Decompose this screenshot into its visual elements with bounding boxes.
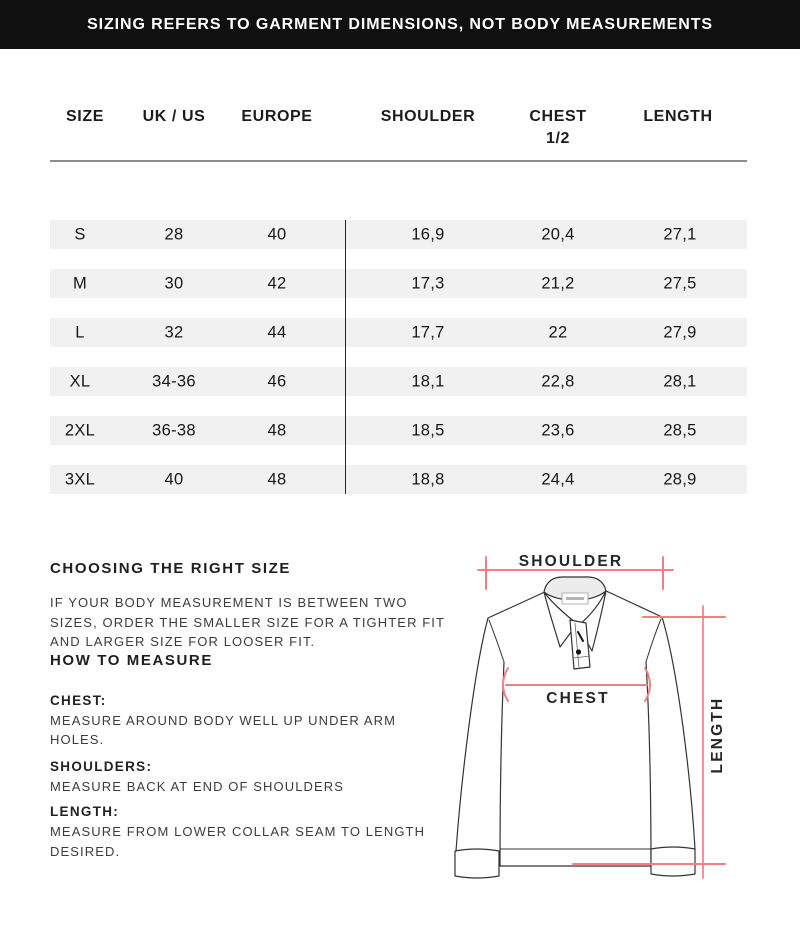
- measure-shoulders-text: MEASURE BACK AT END OF SHOULDERS: [50, 778, 345, 794]
- right-cuff: [651, 847, 695, 876]
- column-divider-line: [345, 220, 346, 494]
- table-row: 3XL 40 48 18,8 24,4 28,9: [50, 465, 747, 494]
- length-diagram-label: LENGTH: [709, 696, 726, 774]
- button: [576, 649, 581, 654]
- right-shoulder-seam: [604, 590, 662, 617]
- measure-shoulders-label: SHOULDERS:: [50, 758, 153, 774]
- sizing-notice-text: SIZING REFERS TO GARMENT DIMENSIONS, NOT BODY MEASUREMENTS: [87, 15, 713, 33]
- col-header-uk-us: UK / US: [142, 108, 206, 125]
- col-header-size: SIZE: [66, 108, 104, 125]
- measure-chest-text: MEASURE AROUND BODY WELL UP UNDER ARM HOLES.: [50, 712, 397, 747]
- header-divider-line: [50, 160, 747, 162]
- chest-diagram-label: CHEST: [546, 690, 610, 707]
- how-to-measure-heading: HOW TO MEASURE: [50, 651, 213, 669]
- col-header-europe: EUROPE: [241, 108, 313, 125]
- polo-shirt-illustration: [455, 577, 695, 878]
- col-header-length: LENGTH: [643, 108, 713, 125]
- sizing-info-section: [50, 560, 450, 861]
- measure-chest-label: CHEST:: [50, 692, 107, 708]
- table-row: L 32 44 17,7 22 27,9: [50, 318, 747, 347]
- measure-length-text-2: DESIRED.: [50, 843, 121, 859]
- left-cuff: [455, 849, 499, 878]
- table-row: XL 34-36 46 18,1 22,8 28,1: [50, 367, 747, 396]
- col-header-chest: CHEST 1/2: [529, 108, 587, 147]
- table-row: M 30 42 17,3 21,2 27,5: [50, 269, 747, 298]
- choosing-right-size-text: IF YOUR BODY MEASUREMENT IS BETWEEN TWO SIZES, ORDER THE SMALLER SIZE FOR A TIGHTER FIT AND LARGER SIZE FOR LOOSER FIT.: [50, 595, 446, 649]
- table-row: S 28 40 16,9 20,4 27,1: [50, 220, 747, 249]
- choosing-right-size-heading: CHOOSING THE RIGHT SIZE: [50, 560, 291, 577]
- measure-length-text: MEASURE FROM LOWER COLLAR SEAM TO LENGTH: [50, 824, 426, 839]
- table-row: 2XL 36-38 48 18,5 23,6 28,5: [50, 416, 747, 445]
- sizing-notice-banner: [0, 0, 800, 49]
- left-armhole-seam: [489, 620, 504, 662]
- collar-label-text-mark: [566, 597, 584, 600]
- right-armhole-seam: [646, 619, 661, 662]
- left-sleeve-outline: [456, 618, 488, 851]
- left-shoulder-seam: [488, 591, 547, 618]
- shoulder-diagram-label: SHOULDER: [518, 553, 624, 570]
- col-header-shoulder: SHOULDER: [380, 108, 476, 125]
- garment-measurement-diagram: [430, 540, 800, 930]
- measure-length-label: LENGTH:: [50, 804, 120, 819]
- right-sleeve-outline: [662, 617, 695, 849]
